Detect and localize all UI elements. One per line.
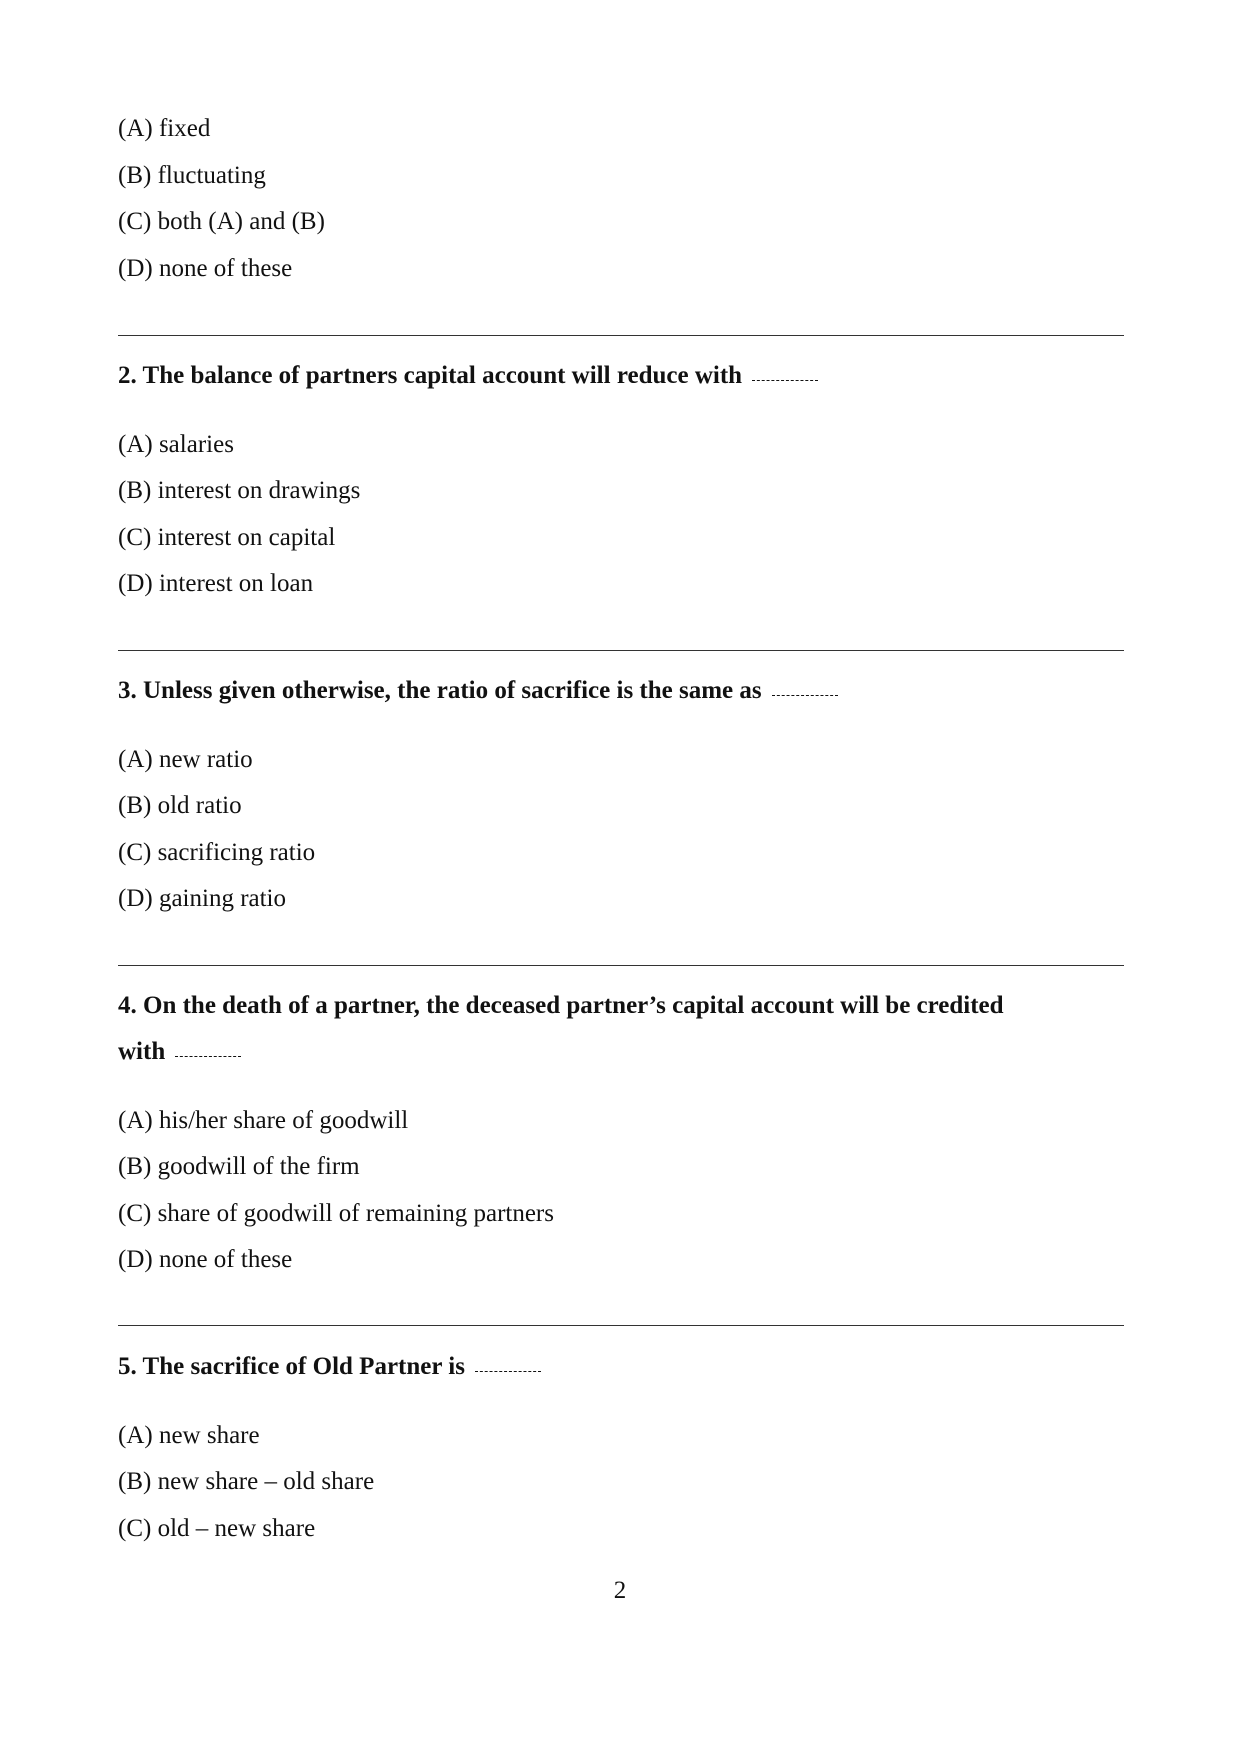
- option-1c: (C) both (A) and (B): [118, 208, 325, 235]
- answer-blank: [475, 1370, 541, 1372]
- question-3-text: 3. Unless given otherwise, the ratio of sacrifice is the same as: [118, 677, 762, 704]
- option-5c: (C) old – new share: [118, 1515, 316, 1542]
- option-1a: (A) fixed: [118, 115, 211, 142]
- divider-3: [118, 965, 1124, 966]
- divider-4: [118, 1325, 1124, 1326]
- page-number: 2: [613, 1577, 627, 1604]
- answer-blank: [772, 694, 838, 696]
- option-2d: (D) interest on loan: [118, 570, 314, 597]
- option-4d: (D) none of these: [118, 1246, 293, 1273]
- option-3b: (B) old ratio: [118, 792, 242, 819]
- option-2a: (A) salaries: [118, 431, 234, 458]
- option-3c: (C) sacrificing ratio: [118, 839, 316, 866]
- option-3d: (D) gaining ratio: [118, 885, 287, 912]
- option-5b: (B) new share – old share: [118, 1468, 375, 1495]
- answer-blank: [752, 379, 818, 381]
- option-4b: (B) goodwill of the firm: [118, 1153, 360, 1180]
- divider-1: [118, 335, 1124, 336]
- option-2b: (B) interest on drawings: [118, 477, 361, 504]
- answer-blank: [175, 1055, 241, 1057]
- question-4-line2: [118, 1037, 241, 1067]
- option-1d: (D) none of these: [118, 255, 293, 282]
- divider-2: [118, 650, 1124, 651]
- question-2: [118, 361, 818, 391]
- question-5: [118, 1352, 541, 1382]
- question-4-text: with: [118, 1038, 166, 1065]
- question-4-line1: 4. On the death of a partner, the deceased partner’s capital account will be credited: [118, 992, 1004, 1019]
- option-4c: (C) share of goodwill of remaining partners: [118, 1200, 554, 1227]
- option-2c: (C) interest on capital: [118, 524, 336, 551]
- option-1b: (B) fluctuating: [118, 162, 266, 189]
- question-5-text: 5. The sacrifice of Old Partner is: [118, 1353, 465, 1380]
- question-2-text: 2. The balance of partners capital account will reduce with: [118, 362, 743, 389]
- option-3a: (A) new ratio: [118, 746, 253, 773]
- question-3: [118, 676, 838, 706]
- option-4a: (A) his/her share of goodwill: [118, 1107, 409, 1134]
- option-5a: (A) new share: [118, 1422, 260, 1449]
